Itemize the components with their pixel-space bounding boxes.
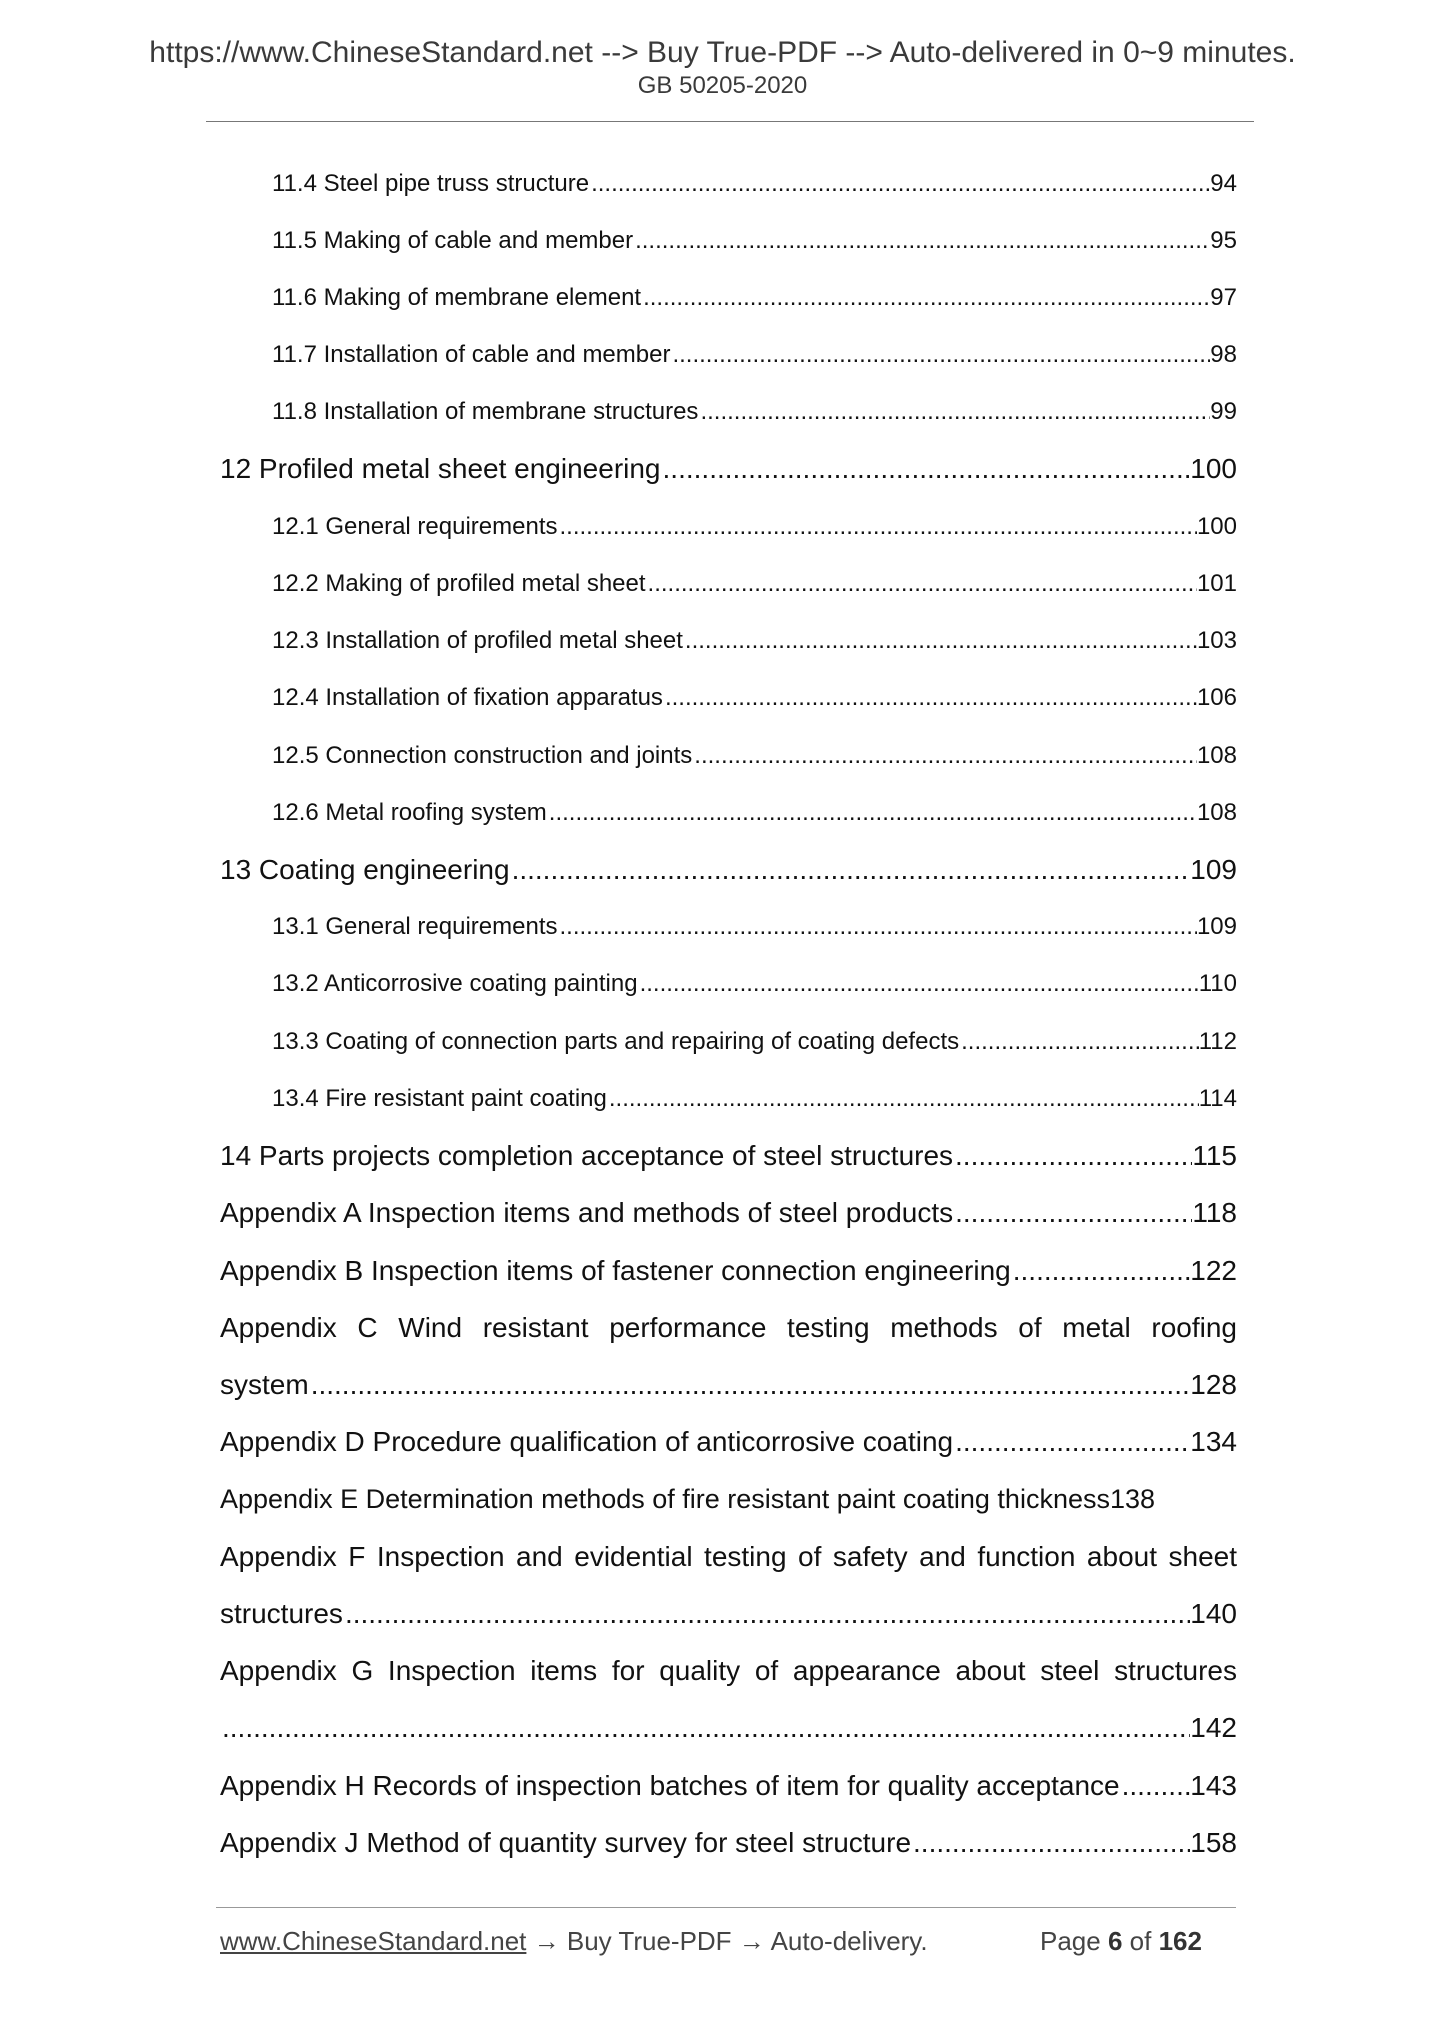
current-page: 6 [1107,1926,1123,1956]
toc-entry[interactable]: 12.3 Installation of profiled metal sheet ..... 103 [272,621,1237,661]
toc-appendix-continued[interactable]: structures ..... 140 [220,1594,1237,1634]
toc-entry[interactable]: 11.7 Installation of cable and member ..... 98 [272,335,1237,375]
toc-entry[interactable]: 11.8 Installation of membrane structures ..... 99 [272,392,1237,432]
header-banner: https://www.ChineseStandard.net --> Buy True-PDF --> Auto-delivered in 0~9 minutes. [149,36,1296,69]
toc-entry[interactable]: 12.6 Metal roofing system ..... 108 [272,793,1237,833]
toc-appendix[interactable]: Appendix A Inspection items and methods of steel products ..... 118 [220,1193,1237,1233]
total-pages: 162 [1158,1926,1202,1956]
toc-appendix[interactable]: Appendix J Method of quantity survey for steel structure ..... 158 [220,1823,1237,1863]
toc-entry[interactable]: 11.4 Steel pipe truss structure ..... 94 [272,164,1237,204]
toc-entry[interactable]: 12.5 Connection construction and joints ..... 108 [272,736,1237,776]
toc-entry[interactable]: 13.2 Anticorrosive coating painting ..... 110 [272,964,1237,1004]
toc-entry[interactable]: 12.1 General requirements ..... 100 [272,507,1237,547]
toc-entry[interactable]: 13.3 Coating of connection parts and repairing of coating defects ..... 112 [272,1022,1237,1062]
toc-appendix-continued[interactable]: system ..... 128 [220,1365,1237,1405]
toc-appendix[interactable]: Appendix E Determination methods of fire resistant paint coating thickness 138 [220,1484,1156,1514]
toc-chapter[interactable]: 13 Coating engineering ..... 109 [220,850,1237,890]
toc-entry[interactable]: 12.2 Making of profiled metal sheet ..... 101 [272,564,1237,604]
toc-appendix[interactable]: Appendix C Wind resistant performance testing methods of metal roofing [220,1312,1237,1343]
page-indicator: Page 6 of 162 [1040,1926,1202,1956]
toc-appendix[interactable]: Appendix G Inspection items for quality of appearance about steel structures [220,1655,1237,1686]
toc-entry[interactable]: 12.4 Installation of fixation apparatus ..... 106 [272,678,1237,718]
toc-chapter[interactable]: 12 Profiled metal sheet engineering ..... 100 [220,449,1237,489]
website-link[interactable]: www.ChineseStandard.net [220,1926,527,1956]
toc-appendix[interactable]: Appendix H Records of inspection batches of item for quality acceptance ..... 143 [220,1766,1237,1806]
toc-chapter[interactable]: 14 Parts projects completion acceptance of steel structures ..... 115 [220,1136,1237,1176]
toc-appendix-continued[interactable]: ..... 142 [220,1708,1237,1748]
footer-divider [216,1907,1236,1908]
header-divider [206,121,1254,122]
footer-promo [220,1926,928,1957]
toc-entry[interactable]: 13.4 Fire resistant paint coating ..... 114 [272,1079,1237,1119]
toc-entry[interactable]: 11.5 Making of cable and member ..... 95 [272,221,1237,261]
toc-entry[interactable]: 11.6 Making of membrane element ..... 97 [272,278,1237,318]
toc-appendix[interactable]: Appendix D Procedure qualification of anticorrosive coating ..... 134 [220,1422,1237,1462]
promo-text: → Buy True-PDF → Auto-delivery. [526,1926,928,1956]
document-number: GB 50205-2020 [637,72,808,99]
toc-appendix[interactable]: Appendix B Inspection items of fastener connection engineering ..... 122 [220,1251,1237,1291]
toc-entry[interactable]: 13.1 General requirements ..... 109 [272,907,1237,947]
toc-appendix[interactable]: Appendix F Inspection and evidential testing of safety and function about sheet [220,1541,1237,1572]
